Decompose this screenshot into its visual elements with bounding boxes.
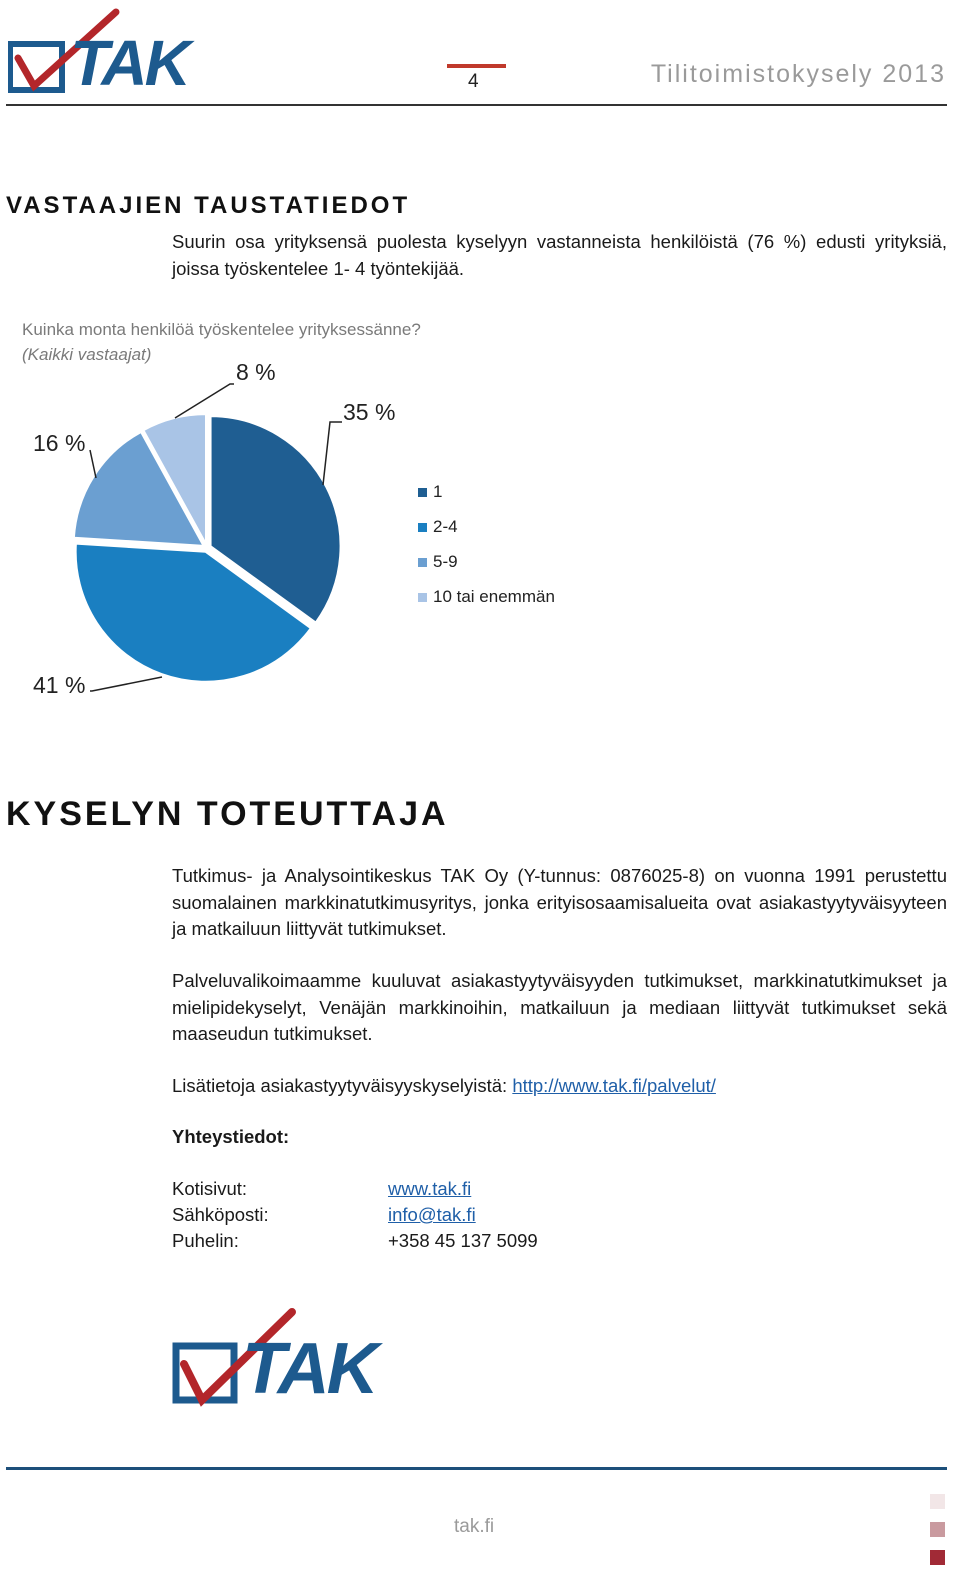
page-number-accent	[447, 64, 506, 68]
contact-label: Kotisivut:	[172, 1178, 248, 1199]
chart-subtitle: (Kaikki vastaajat)	[22, 345, 152, 364]
contact-label: Puhelin:	[172, 1230, 239, 1251]
organizer-paragraph-2: Palveluvalikoimaamme kuuluvat asiakastyytyväisyyden tutkimukset, markkinatutkimukset ja mielipidekyselyt, Venäjän markkinoihin, matkailuun ja mediaan liittyvät tutkimukset sekä maaseudun tutkimukset.	[172, 970, 947, 1044]
legend-item	[418, 517, 458, 537]
pie-chart	[0, 340, 420, 710]
legend-swatch	[418, 558, 427, 567]
leader-line	[90, 677, 162, 691]
more-info-text: Lisätietoja asiakastyytyväisyyskyselyistä:	[172, 1075, 513, 1096]
logo-text: TAK	[242, 1329, 376, 1409]
legend-label: 5-9	[433, 552, 458, 571]
legend-swatch	[418, 488, 427, 497]
website-link[interactable]: www.tak.fi	[388, 1178, 472, 1199]
email-link[interactable]: info@tak.fi	[388, 1204, 476, 1225]
legend-item	[418, 587, 555, 607]
logo-text: TAK	[70, 27, 188, 99]
page-number: 4	[468, 71, 479, 92]
pie-data-label: 41 %	[33, 672, 86, 698]
legend-item	[418, 482, 442, 502]
legend-swatch	[418, 523, 427, 532]
legend-item	[418, 552, 458, 572]
chart-title: Kuinka monta henkilöä työskentelee yrityksessänne?	[22, 320, 421, 339]
section-title-respondents: VASTAAJIEN TAUSTATIEDOT	[6, 192, 411, 219]
respondents-paragraph: Suurin osa yrityksensä puolesta kyselyyn vastanneista henkilöistä (76 %) edusti yrityksiä, joissa työskentelee 1- 4 työntekijää.	[172, 231, 947, 279]
contact-row-website	[172, 1178, 472, 1200]
legend-label: 2-4	[433, 517, 458, 536]
legend-label: 1	[433, 482, 443, 501]
header-divider	[6, 104, 947, 106]
services-link[interactable]: http://www.tak.fi/palvelut/	[512, 1075, 716, 1096]
contacts-heading: Yhteystiedot:	[172, 1126, 290, 1147]
footer-square-light	[930, 1494, 945, 1509]
footer-site: tak.fi	[454, 1516, 495, 1537]
more-info-paragraph	[172, 1073, 947, 1100]
legend-label: 10 tai enemmän	[433, 587, 555, 606]
contact-label: Sähköposti:	[172, 1204, 269, 1225]
tak-logo-header	[8, 8, 208, 99]
footer-square-mid	[930, 1522, 945, 1537]
leader-line	[175, 384, 234, 418]
contact-row-email	[172, 1204, 476, 1226]
contact-row-phone	[172, 1230, 538, 1252]
pie-data-label: 16 %	[33, 430, 86, 456]
document-title: Tilitoimistokysely 2013	[650, 60, 946, 88]
phone-value: +358 45 137 5099	[388, 1230, 538, 1251]
pie-data-label: 8 %	[236, 359, 276, 385]
legend-swatch	[418, 593, 427, 602]
organizer-paragraph-1: Tutkimus- ja Analysointikeskus TAK Oy (Y-tunnus: 0876025-8) on vuonna 1991 perustettu suomalainen markkinatutkimusyritys, jonka erityisosaamisalueita ovat asiakastyytyväisyyteen ja matkailuun liittyvät tutkimukset.	[172, 865, 947, 939]
footer-divider	[6, 1467, 947, 1470]
pie-data-label: 35 %	[343, 399, 396, 425]
footer-square-dark	[930, 1550, 945, 1565]
section-title-organizer: KYSELYN TOTEUTTAJA	[6, 795, 449, 833]
leader-line	[90, 450, 96, 478]
tak-logo-footer	[172, 1308, 402, 1408]
leader-line	[323, 422, 342, 485]
